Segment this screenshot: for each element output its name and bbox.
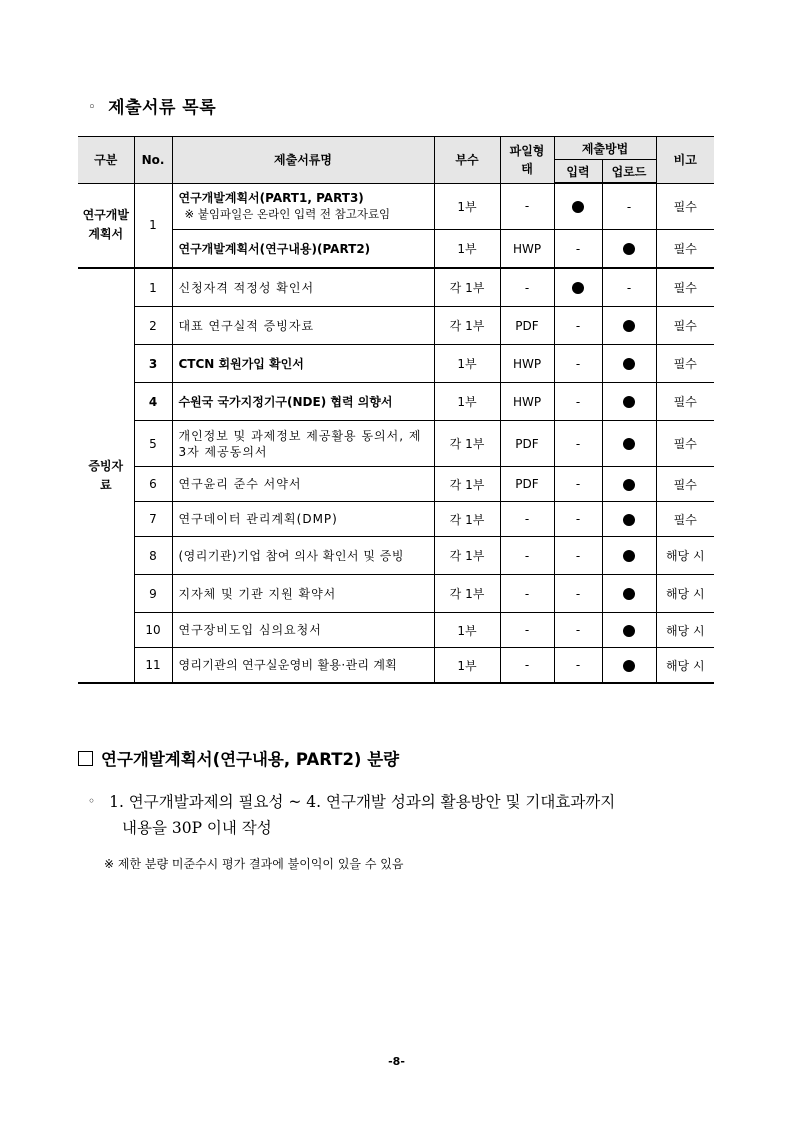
row-name: 연구개발계획서(연구내용)(PART2): [172, 230, 434, 269]
row-file-type: HWP: [500, 383, 554, 421]
bullet: ◦: [88, 794, 96, 808]
row-upload: [602, 537, 656, 575]
row-remark: 해당 시: [656, 613, 714, 648]
row-copies: 각 1부: [434, 268, 500, 307]
row-input: -: [554, 307, 602, 345]
table-row: [78, 183, 714, 230]
filled-circle-icon: [623, 358, 635, 370]
row-no: 1: [134, 183, 172, 268]
row-name: 연구장비도입 심의요청서: [172, 613, 434, 648]
row-file-type: HWP: [500, 345, 554, 383]
row-input: -: [554, 537, 602, 575]
row-name: 연구데이터 관리계획(DMP): [172, 502, 434, 537]
instruction-paragraph: [88, 788, 728, 841]
header-name: 제출서류명: [172, 137, 434, 184]
filled-circle-icon: [623, 438, 635, 450]
row-input: [554, 268, 602, 307]
row-input: -: [554, 421, 602, 467]
row-copies: 각 1부: [434, 537, 500, 575]
row-upload: -: [602, 268, 656, 307]
row-copies: 각 1부: [434, 307, 500, 345]
row-upload: [602, 648, 656, 684]
row-no: 5: [134, 421, 172, 467]
row-copies: 1부: [434, 345, 500, 383]
table-row: [78, 575, 714, 613]
checkbox-square-icon: [78, 751, 93, 766]
row-file-type: -: [500, 648, 554, 684]
filled-circle-icon: [572, 201, 584, 213]
table-row: [78, 383, 714, 421]
row-input: -: [554, 575, 602, 613]
row-remark: 해당 시: [656, 537, 714, 575]
row-copies: 1부: [434, 183, 500, 230]
row-upload: [602, 307, 656, 345]
category-cell: 연구개발계획서: [78, 183, 134, 268]
row-upload: [602, 613, 656, 648]
table-row: [78, 268, 714, 307]
category-cell: 증빙자료: [78, 268, 134, 683]
section-heading: [78, 746, 399, 770]
documents-table: [78, 136, 714, 684]
row-upload: [602, 230, 656, 269]
row-no: 9: [134, 575, 172, 613]
row-remark: 필수: [656, 502, 714, 537]
header-upload: 업로드: [602, 160, 656, 184]
row-remark: 필수: [656, 345, 714, 383]
row-file-type: PDF: [500, 421, 554, 467]
row-input: -: [554, 467, 602, 502]
paragraph-line-2: 내용을 30P 이내 작성: [122, 819, 272, 837]
header-remark: 비고: [656, 137, 714, 184]
row-name: [172, 183, 434, 230]
filled-circle-icon: [623, 550, 635, 562]
bullet: ◦: [88, 100, 97, 115]
header-input: 입력: [554, 160, 602, 184]
header-method: 제출방법: [554, 137, 656, 160]
table-row: [78, 613, 714, 648]
header-file-type: 파일형태: [500, 137, 554, 184]
row-file-type: PDF: [500, 467, 554, 502]
filled-circle-icon: [623, 588, 635, 600]
row-name: 개인정보 및 과제정보 제공활용 동의서, 제3자 제공동의서: [172, 421, 434, 467]
row-input: -: [554, 648, 602, 684]
table-row: [78, 648, 714, 684]
row-file-type: PDF: [500, 307, 554, 345]
row-input: [554, 183, 602, 230]
filled-circle-icon: [623, 320, 635, 332]
row-no: 11: [134, 648, 172, 684]
section-title-text: 제출서류 목록: [108, 98, 217, 118]
table-row: [78, 467, 714, 502]
note-text: ※ 제한 분량 미준수시 평가 결과에 불이익이 있을 수 있음: [104, 857, 404, 871]
row-copies: 1부: [434, 230, 500, 269]
row-file-type: -: [500, 537, 554, 575]
row-name: CTCN 회원가입 확인서: [172, 345, 434, 383]
row-no: 2: [134, 307, 172, 345]
table-row: [78, 230, 714, 269]
filled-circle-icon: [572, 282, 584, 294]
row-name: 연구윤리 준수 서약서: [172, 467, 434, 502]
table-row: [78, 421, 714, 467]
header-copies: 부수: [434, 137, 500, 184]
row-copies: 각 1부: [434, 575, 500, 613]
filled-circle-icon: [623, 396, 635, 408]
filled-circle-icon: [623, 243, 635, 255]
row-input: -: [554, 230, 602, 269]
row-upload: -: [602, 183, 656, 230]
row-upload: [602, 383, 656, 421]
row-name: 지자체 및 기관 지원 확약서: [172, 575, 434, 613]
table-row: [78, 345, 714, 383]
row-name: 대표 연구실적 증빙자료: [172, 307, 434, 345]
row-file-type: -: [500, 575, 554, 613]
header-no: No.: [134, 137, 172, 184]
row-no: 4: [134, 383, 172, 421]
row-note: ※ 붙임파일은 온라인 입력 전 참고자료임: [184, 207, 391, 222]
row-input: -: [554, 502, 602, 537]
row-name: 영리기관의 연구실운영비 활용·관리 계획: [172, 648, 434, 684]
row-remark: 필수: [656, 230, 714, 269]
filled-circle-icon: [623, 625, 635, 637]
row-file-type: -: [500, 613, 554, 648]
table-row: [78, 502, 714, 537]
section-heading-text: 연구개발계획서(연구내용, PART2) 분량: [101, 750, 400, 769]
row-no: 3: [134, 345, 172, 383]
row-file-type: -: [500, 502, 554, 537]
page-number: -8-: [388, 1055, 405, 1068]
row-name: 수원국 국가지정기구(NDE) 협력 의향서: [172, 383, 434, 421]
filled-circle-icon: [623, 479, 635, 491]
table-row: [78, 307, 714, 345]
row-upload: [602, 502, 656, 537]
row-remark: 필수: [656, 307, 714, 345]
row-remark: 해당 시: [656, 648, 714, 684]
row-copies: 1부: [434, 383, 500, 421]
row-no: 10: [134, 613, 172, 648]
row-upload: [602, 345, 656, 383]
row-remark: 필수: [656, 183, 714, 230]
row-no: 7: [134, 502, 172, 537]
section-title: [88, 93, 216, 118]
row-remark: 필수: [656, 421, 714, 467]
header-category: 구분: [78, 137, 134, 184]
row-input: -: [554, 345, 602, 383]
row-file-type: HWP: [500, 230, 554, 269]
row-no: 6: [134, 467, 172, 502]
row-file-type: -: [500, 183, 554, 230]
row-name: 신청자격 적정성 확인서: [172, 268, 434, 307]
row-no: 1: [134, 268, 172, 307]
row-copies: 1부: [434, 613, 500, 648]
row-upload: [602, 467, 656, 502]
row-remark: 해당 시: [656, 575, 714, 613]
row-input: -: [554, 613, 602, 648]
row-upload: [602, 575, 656, 613]
table-row: [78, 537, 714, 575]
row-remark: 필수: [656, 467, 714, 502]
row-upload: [602, 421, 656, 467]
row-remark: 필수: [656, 268, 714, 307]
row-copies: 1부: [434, 648, 500, 684]
row-file-type: -: [500, 268, 554, 307]
filled-circle-icon: [623, 514, 635, 526]
row-input: -: [554, 383, 602, 421]
row-remark: 필수: [656, 383, 714, 421]
row-copies: 각 1부: [434, 502, 500, 537]
row-copies: 각 1부: [434, 467, 500, 502]
row-name: (영리기관)기업 참여 의사 확인서 및 증빙: [172, 537, 434, 575]
filled-circle-icon: [623, 660, 635, 672]
row-name-text: 연구개발계획서(PART1, PART3): [178, 191, 364, 206]
row-no: 8: [134, 537, 172, 575]
paragraph-line-1: 1. 연구개발과제의 필요성 ~ 4. 연구개발 성과의 활용방안 및 기대효과까지: [109, 793, 616, 811]
row-copies: 각 1부: [434, 421, 500, 467]
